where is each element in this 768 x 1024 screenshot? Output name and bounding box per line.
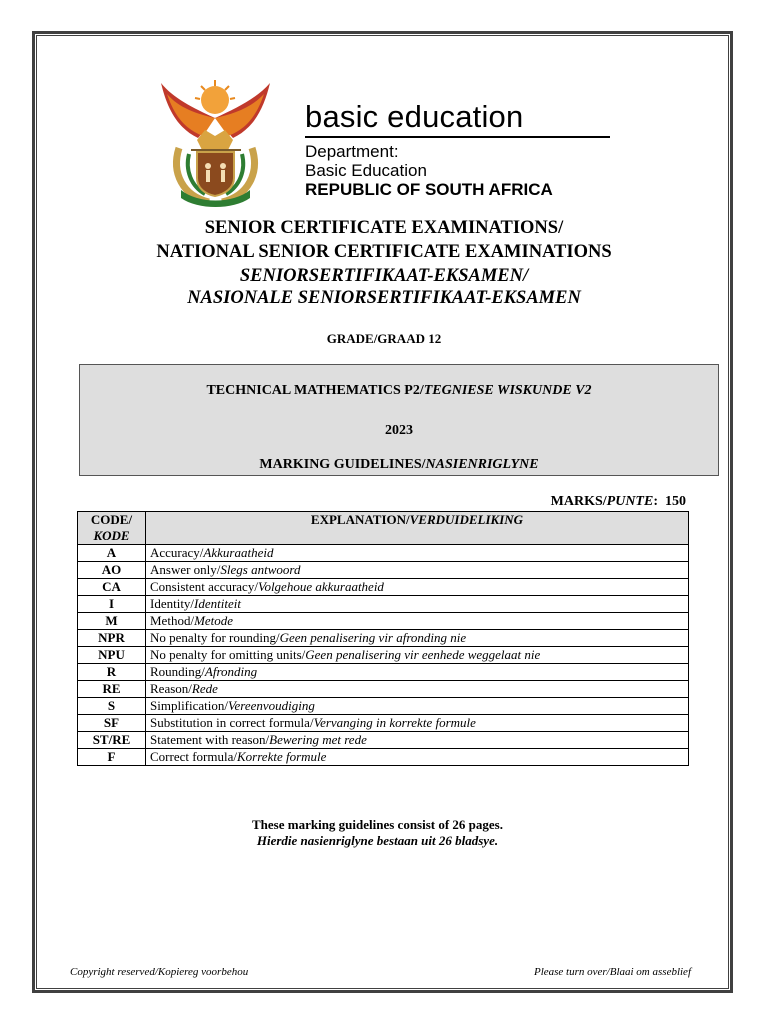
codes-body <box>78 545 689 766</box>
code-cell: NPU <box>78 647 146 664</box>
marking-guidelines-title <box>80 457 718 473</box>
footer-copyright: Copyright reserved/Kopiereg voorbehou <box>70 966 249 978</box>
marking-guidelines-en: MARKING GUIDELINES/ <box>259 457 426 472</box>
code-row <box>78 579 689 596</box>
code-row <box>78 749 689 766</box>
brand-divider <box>305 136 610 138</box>
explanation-en: Simplification/ <box>150 698 228 713</box>
code-cell: R <box>78 664 146 681</box>
code-cell: F <box>78 749 146 766</box>
subject-title-en: TECHNICAL MATHEMATICS P2/ <box>206 383 424 398</box>
explanation-en: Reason/ <box>150 681 192 696</box>
code-cell: I <box>78 596 146 613</box>
explanation-en: Method/ <box>150 613 195 628</box>
code-row <box>78 562 689 579</box>
codes-table <box>77 511 689 766</box>
explanation-en: No penalty for omitting units/ <box>150 647 306 662</box>
explanation-en: Accuracy/ <box>150 545 204 560</box>
explanation-af: Metode <box>194 613 234 628</box>
codes-header-expl-en: EXPLANATION/ <box>310 512 410 527</box>
explanation-en: Rounding/ <box>150 664 205 679</box>
code-cell: CA <box>78 579 146 596</box>
marks-label-af: PUNTE <box>606 494 654 509</box>
explanation-af: Geen penalisering vir eenhede weggelaat nie <box>305 647 541 662</box>
heading-line-3: SENIORSERTIFIKAAT-EKSAMEN/ <box>239 266 529 286</box>
code-row <box>78 732 689 749</box>
heading-line-4: NASIONALE SENIORSERTIFIKAAT-EKSAMEN <box>187 288 581 308</box>
code-row <box>78 681 689 698</box>
explanation-en: Identity/ <box>150 596 195 611</box>
codes-header-code-af: KODE <box>93 528 130 543</box>
explanation-cell <box>146 715 689 732</box>
explanation-af: Identiteit <box>194 596 241 611</box>
explanation-cell <box>146 732 689 749</box>
explanation-en: Correct formula/ <box>150 749 237 764</box>
heading-line-1: SENIOR CERTIFICATE EXAMINATIONS/ <box>204 218 564 238</box>
code-cell: RE <box>78 681 146 698</box>
explanation-af: Volgehoue akkuraatheid <box>257 579 384 594</box>
explanation-cell <box>146 596 689 613</box>
code-row <box>78 613 689 630</box>
code-row <box>78 545 689 562</box>
explanation-cell <box>146 681 689 698</box>
explanation-af: Korrekte formule <box>237 749 327 764</box>
code-row <box>78 664 689 681</box>
brand-basic-education: Basic Education <box>305 161 427 180</box>
page-count-note <box>0 817 755 849</box>
marking-guidelines-af: NASIENRIGLYNE <box>425 457 539 472</box>
code-cell: S <box>78 698 146 715</box>
marks-total: MARKS/PUNTE: 150 <box>550 494 686 509</box>
footer-turn-over: Please turn over/Blaai om asseblief <box>533 966 691 978</box>
brand-title: basic education <box>305 99 524 134</box>
explanation-af: Afronding <box>204 664 258 679</box>
page-count-en: These marking guidelines consist of 26 pages. <box>252 817 503 832</box>
subject-title-af: TEGNIESE WISKUNDE V2 <box>423 383 592 398</box>
code-row <box>78 698 689 715</box>
explanation-af: Vervanging in korrekte formule <box>313 715 476 730</box>
explanation-cell <box>146 647 689 664</box>
codes-header-expl-af: VERDUIDELIKING <box>409 512 524 527</box>
marks-value: 150 <box>665 494 686 509</box>
subject-year: 2023 <box>385 423 413 438</box>
code-cell: AO <box>78 562 146 579</box>
code-row <box>78 596 689 613</box>
explanation-en: Answer only/ <box>150 562 221 577</box>
explanation-af: Akkuraatheid <box>203 545 274 560</box>
codes-header-code <box>78 512 146 545</box>
explanation-cell <box>146 630 689 647</box>
codes-header-explanation <box>146 512 689 545</box>
explanation-cell <box>146 562 689 579</box>
coat-of-arms-icon <box>153 78 278 208</box>
explanation-af: Vereenvoudiging <box>228 698 315 713</box>
code-row <box>78 630 689 647</box>
code-cell: M <box>78 613 146 630</box>
explanation-cell <box>146 664 689 681</box>
subject-title <box>80 383 718 399</box>
code-cell: NPR <box>78 630 146 647</box>
explanation-cell <box>146 545 689 562</box>
code-row <box>78 647 689 664</box>
explanation-cell <box>146 749 689 766</box>
page-count-af: Hierdie nasienriglyne bestaan uit 26 bladsye. <box>256 833 499 848</box>
explanation-af: Geen penalisering vir afronding nie <box>279 630 467 645</box>
subject-box <box>79 364 719 476</box>
grade-label: GRADE/GRAAD 12 <box>326 331 442 346</box>
code-cell: ST/RE <box>78 732 146 749</box>
explanation-en: Consistent accuracy/ <box>150 579 258 594</box>
heading-line-2: NATIONAL SENIOR CERTIFICATE EXAMINATIONS <box>156 242 612 262</box>
explanation-af: Rede <box>191 681 218 696</box>
codes-header-code-en: CODE/ <box>90 512 133 527</box>
explanation-af: Bewering met rede <box>269 732 367 747</box>
explanation-en: No penalty for rounding/ <box>150 630 280 645</box>
explanation-cell <box>146 579 689 596</box>
marks-label: MARKS/ <box>550 494 607 509</box>
code-row <box>78 715 689 732</box>
code-cell: A <box>78 545 146 562</box>
codes-header-row <box>78 512 689 545</box>
explanation-en: Statement with reason/ <box>150 732 270 747</box>
explanation-en: Substitution in correct formula/ <box>150 715 314 730</box>
brand-block <box>305 100 610 200</box>
code-cell: SF <box>78 715 146 732</box>
explanation-af: Slegs antwoord <box>220 562 301 577</box>
explanation-cell <box>146 613 689 630</box>
brand-department: Department: <box>305 142 399 161</box>
explanation-cell <box>146 698 689 715</box>
brand-republic: REPUBLIC OF SOUTH AFRICA <box>305 180 553 199</box>
